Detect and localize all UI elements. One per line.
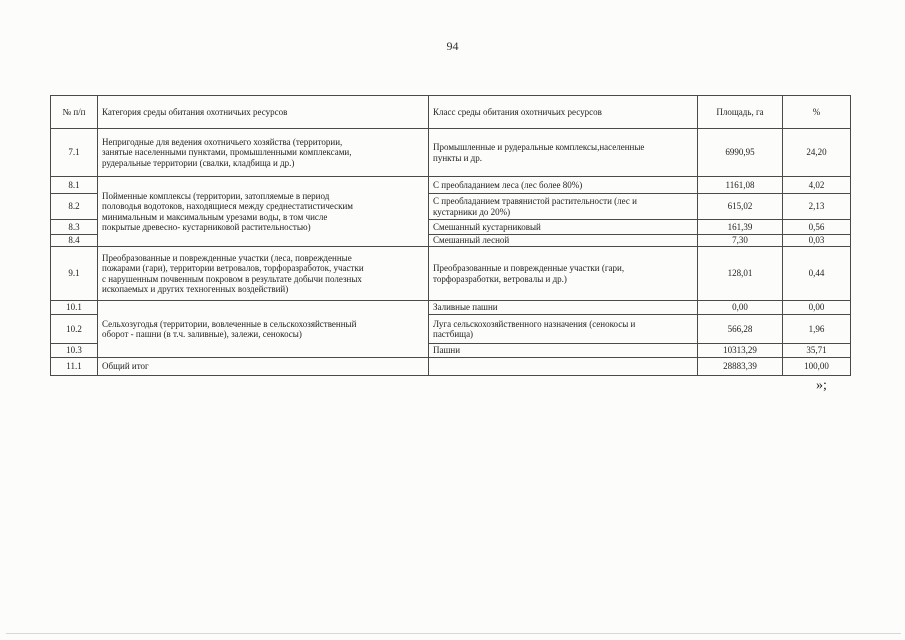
row-number: 9.1 — [51, 247, 98, 301]
table-row — [51, 129, 851, 177]
row-percent: 100,00 — [783, 358, 851, 376]
row-number: 7.1 — [51, 129, 98, 177]
row-class — [429, 358, 698, 376]
table-row — [51, 247, 851, 301]
header-percent: % — [783, 96, 851, 129]
row-class: Смешанный лесной — [429, 235, 698, 247]
row-area: 128,01 — [698, 247, 783, 301]
row-category: Непригодные для ведения охотничьего хозяйства (территории, занятые населенными пунктами, промышленными комплексами, рудеральные территории (свалки, кладбища и др.) — [98, 129, 429, 177]
row-class: Смешанный кустарниковый — [429, 220, 698, 235]
row-class: Луга сельскохозяйственного назначения (сенокосы и пастбища) — [429, 315, 698, 344]
row-number: 8.3 — [51, 220, 98, 235]
row-category: Общий итог — [98, 358, 429, 376]
row-area: 6990,95 — [698, 129, 783, 177]
table-row — [51, 301, 851, 315]
row-area: 615,02 — [698, 194, 783, 220]
table-row-total — [51, 358, 851, 376]
row-area: 161,39 — [698, 220, 783, 235]
row-area: 566,28 — [698, 315, 783, 344]
page-number: 94 — [446, 39, 459, 53]
closing-quote-mark: »; — [816, 378, 827, 393]
row-number: 10.3 — [51, 344, 98, 358]
row-number: 10.2 — [51, 315, 98, 344]
row-category: Преобразованные и поврежденные участки (леса, поврежденные пожарами (гари), территории ветровалов, торфоразработок, участки с нарушенным почвенным покровом в результате добычи полезных ископаемых и других техногенных воздействий) — [98, 247, 429, 301]
header-class: Класс среды обитания охотничьих ресурсов — [429, 96, 698, 129]
row-class: Промышленные и рудеральные комплексы,населенные пункты и др. — [429, 129, 698, 177]
row-percent: 2,13 — [783, 194, 851, 220]
row-class: С преобладанием травянистой растительности (лес и кустарники до 20%) — [429, 194, 698, 220]
header-area: Площадь, га — [698, 96, 783, 129]
row-percent: 35,71 — [783, 344, 851, 358]
row-category: Сельхозугодья (территории, вовлеченные в сельскохозяйственный оборот - пашни (в т.ч. заливные), залежи, сенокосы) — [98, 301, 429, 358]
row-class: Пашни — [429, 344, 698, 358]
row-class: Преобразованные и поврежденные участки (гари, торфоразработки, ветровалы и др.) — [429, 247, 698, 301]
row-percent: 4,02 — [783, 177, 851, 194]
table-header-row — [51, 96, 851, 129]
habitat-area-table — [50, 95, 851, 376]
row-percent: 0,56 — [783, 220, 851, 235]
row-category: Пойменные комплексы (территории, затопляемые в период половодья водотоков, находящиеся между среднестатистическим минимальным и максимальным урезами воды, в том числе покрытые древесно- кустарниковой растительностью) — [98, 177, 429, 247]
row-percent: 0,44 — [783, 247, 851, 301]
scan-edge-line — [6, 633, 901, 634]
row-percent: 1,96 — [783, 315, 851, 344]
row-number: 8.1 — [51, 177, 98, 194]
header-category: Категория среды обитания охотничьих ресурсов — [98, 96, 429, 129]
row-percent: 0,03 — [783, 235, 851, 247]
row-percent: 24,20 — [783, 129, 851, 177]
row-number: 8.4 — [51, 235, 98, 247]
row-class: Заливные пашни — [429, 301, 698, 315]
row-area: 0,00 — [698, 301, 783, 315]
row-percent: 0,00 — [783, 301, 851, 315]
header-number: № п/п — [51, 96, 98, 129]
row-area: 28883,39 — [698, 358, 783, 376]
row-class: С преобладанием леса (лес более 80%) — [429, 177, 698, 194]
row-area: 1161,08 — [698, 177, 783, 194]
table-row — [51, 177, 851, 194]
row-area: 10313,29 — [698, 344, 783, 358]
row-number: 8.2 — [51, 194, 98, 220]
row-number: 10.1 — [51, 301, 98, 315]
row-number: 11.1 — [51, 358, 98, 376]
row-area: 7,30 — [698, 235, 783, 247]
